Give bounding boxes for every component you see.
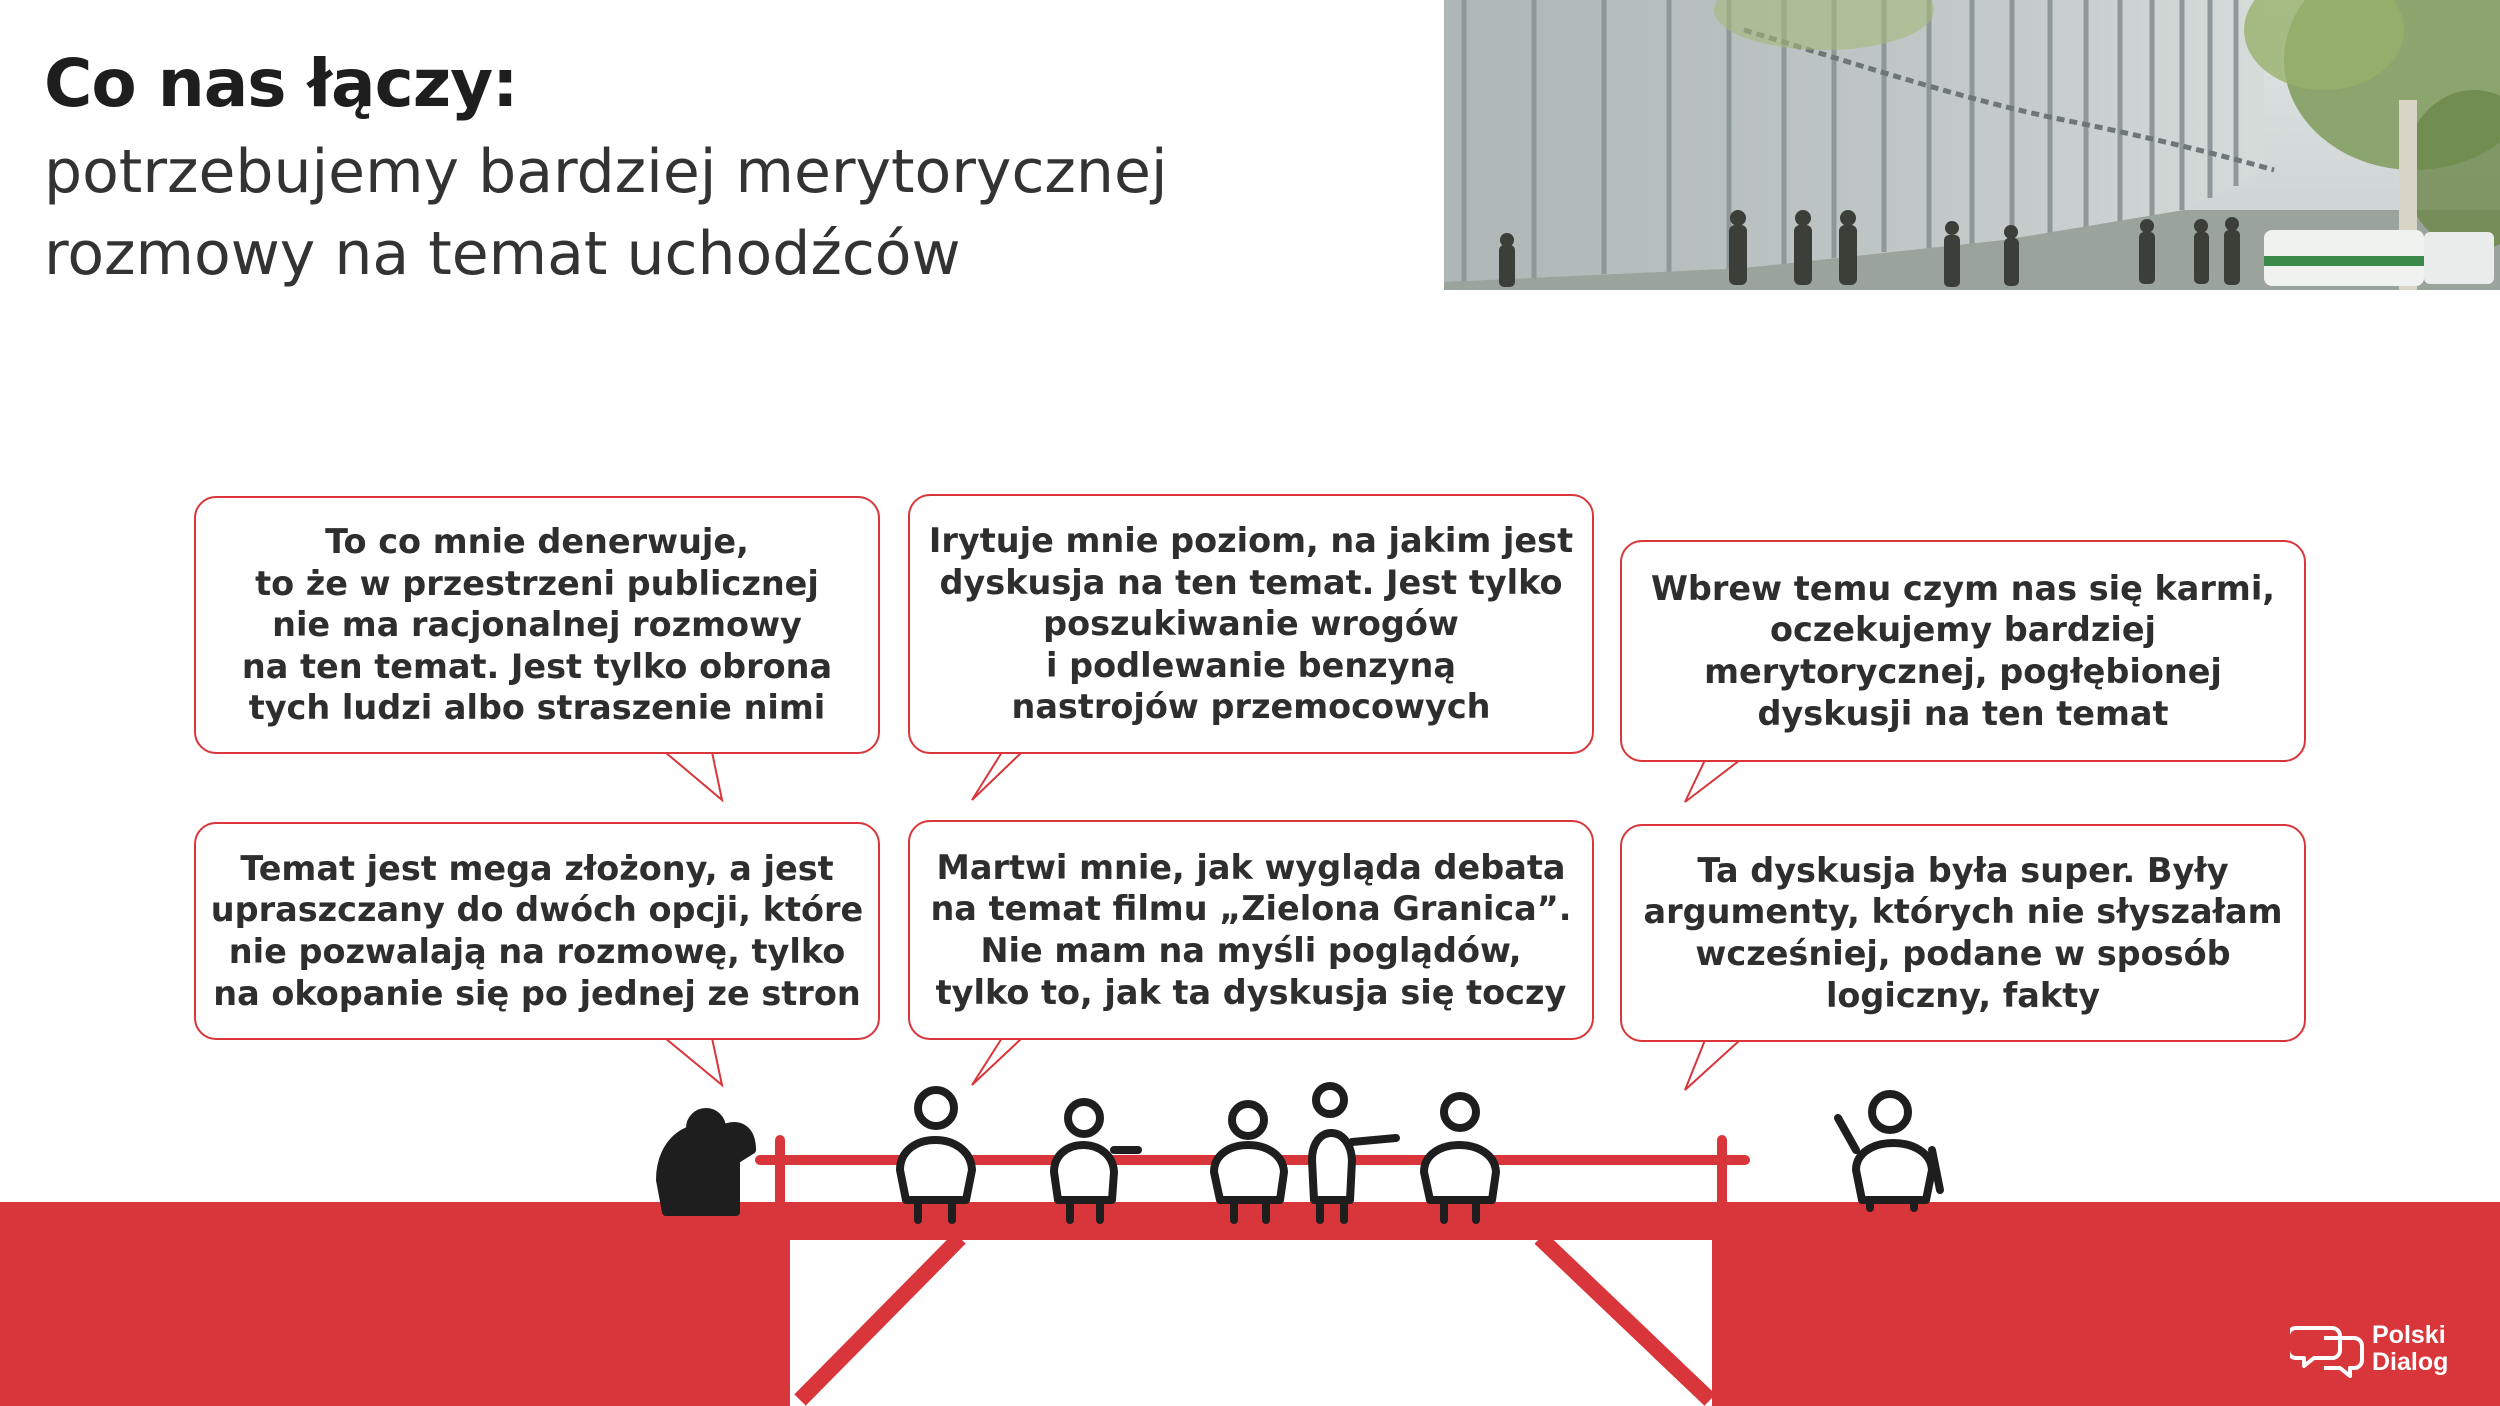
speech-bubbles-icon xyxy=(2290,1328,2340,1366)
quote-text: Wbrew temu czym nas się karmi, oczekujemy bardziej merytorycznej, pogłębionej dyskusji na ten temat xyxy=(1650,568,2276,733)
bubble-tail-3 xyxy=(1685,760,1740,802)
quote-text: Irytuje mnie poziom, na jakim jest dyskusja na ten temat. Jest tylko poszukiwanie wrogów i podlewanie benzyną nastrojów przemocowych xyxy=(928,521,1574,727)
quote-text: Ta dyskusja była super. Były argumenty, których nie słyszałam wcześniej, podane w sposób logiczny, fakty xyxy=(1643,850,2283,1015)
bubble-tail-1 xyxy=(665,752,722,800)
person-figure-2 xyxy=(900,1090,972,1220)
page-title: Co nas łączy: xyxy=(44,45,518,122)
person-figure-5 xyxy=(1312,1086,1396,1220)
bubble-tail-5 xyxy=(972,1038,1022,1085)
person-figure-right xyxy=(1838,1094,1940,1208)
bridge-illustration xyxy=(0,1080,2500,1406)
quote-text: Temat jest mega złożony, a jest upraszczany do dwóch opcji, które nie pozwalają na rozmowę, tylko na okopanie się po jednej ze stron xyxy=(210,848,864,1013)
quote-bubble-4 xyxy=(194,822,880,1040)
page-subtitle-line-1: potrzebujemy bardziej merytorycznej xyxy=(44,137,1168,207)
logo-wordmark xyxy=(2372,1322,2448,1376)
bubble-tail-2 xyxy=(972,752,1022,800)
person-figure-left xyxy=(660,1112,752,1212)
quote-bubble-5 xyxy=(908,820,1594,1040)
person-figure-4 xyxy=(1214,1104,1284,1220)
logo-line-2: Dialog xyxy=(2372,1348,2449,1376)
logo-line-1: Polski xyxy=(2372,1321,2446,1349)
person-figures xyxy=(660,1086,1940,1220)
person-figure-6 xyxy=(1424,1096,1496,1220)
bubble-tail-4 xyxy=(665,1038,722,1085)
quote-bubble-2 xyxy=(908,494,1594,754)
quote-text: To co mnie denerwuje, to że w przestrzeni publicznej nie ma racjonalnej rozmowy na ten temat. Jest tylko obrona tych ludzi albo straszenie nimi xyxy=(241,522,833,728)
quote-bubble-6 xyxy=(1620,824,2306,1042)
page-subtitle-line-2: rozmowy na temat uchodźców xyxy=(44,219,961,289)
quote-bubble-3 xyxy=(1620,540,2306,762)
quote-bubble-1 xyxy=(194,496,880,754)
quote-text: Martwi mnie, jak wygląda debata na temat filmu „Zielona Granica”. Nie mam na myśli poglądów, tylko to, jak ta dyskusja się toczy xyxy=(930,847,1572,1012)
